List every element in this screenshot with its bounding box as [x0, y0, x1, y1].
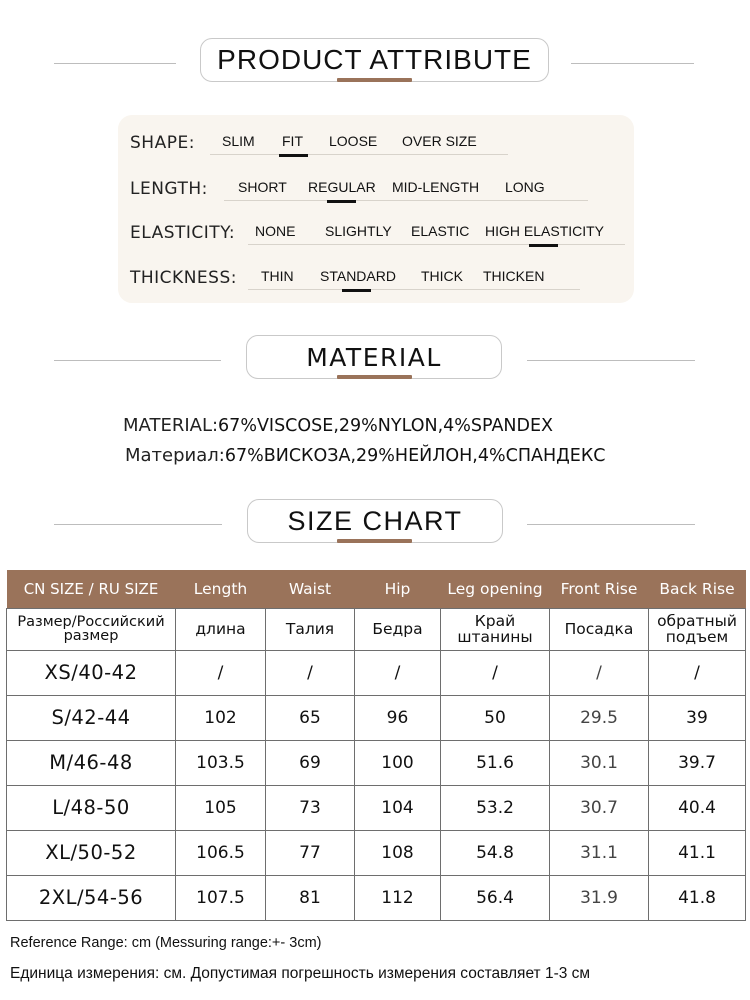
header-ru-waist: Талия — [266, 608, 355, 650]
divider-left — [54, 360, 221, 361]
cell-length: 105 — [176, 785, 266, 830]
cell-size: L/48-50 — [7, 785, 176, 830]
selected-marker — [529, 244, 558, 247]
cell-size: S/42-44 — [7, 695, 176, 740]
attribute-row-elasticity — [130, 215, 625, 245]
option-fit: FIT — [282, 133, 303, 149]
cell-waist: 81 — [266, 875, 355, 920]
option-mid-length: MID-LENGTH — [392, 179, 480, 195]
cell-length: / — [176, 650, 266, 695]
header-ru-size: Размер/Российский размер — [7, 608, 176, 650]
title-accent-bar — [337, 78, 412, 82]
header-waist: Waist — [266, 570, 355, 608]
cell-leg-opening: 53.2 — [441, 785, 550, 830]
cell-hip: / — [355, 650, 441, 695]
header-back-rise: Back Rise — [649, 570, 746, 608]
cell-waist: / — [266, 650, 355, 695]
material-label: MATERIAL: — [123, 415, 219, 436]
cell-back-rise: 39 — [649, 695, 746, 740]
cell-leg-opening: / — [441, 650, 550, 695]
cell-leg-opening: 50 — [441, 695, 550, 740]
option-loose: LOOSE — [329, 133, 378, 149]
option-thicken: THICKEN — [483, 268, 545, 284]
attribute-panel — [118, 115, 634, 303]
divider-right — [527, 524, 695, 525]
cell-front-rise: / — [550, 650, 649, 695]
option-thick: THICK — [421, 268, 463, 284]
attribute-baseline — [248, 289, 580, 290]
option-standard: STANDARD — [320, 268, 396, 284]
attribute-baseline — [210, 154, 508, 155]
header-hip: Hip — [355, 570, 441, 608]
cell-leg-opening: 54.8 — [441, 830, 550, 875]
attribute-row-thickness — [130, 260, 625, 290]
table-header-row — [7, 570, 746, 608]
option-short: SHORT — [238, 179, 287, 195]
attribute-label: ELASTICITY: — [130, 223, 236, 243]
reference-range-note: Reference Range: cm (Messuring range:+- 3cm) — [10, 935, 322, 951]
table-row — [7, 785, 746, 830]
cell-back-rise: 41.8 — [649, 875, 746, 920]
table-row — [7, 650, 746, 695]
cell-length: 106.5 — [176, 830, 266, 875]
product-attribute-header — [0, 38, 750, 88]
cell-hip: 112 — [355, 875, 441, 920]
header-ru-hip: Бедра — [355, 608, 441, 650]
divider-left — [54, 63, 176, 64]
header-size: CN SIZE / RU SIZE — [7, 570, 176, 608]
selected-marker — [342, 289, 371, 292]
cell-back-rise: / — [649, 650, 746, 695]
option-elastic: ELASTIC — [411, 223, 470, 239]
section-title: MATERIAL — [246, 335, 502, 379]
attribute-row-shape — [130, 125, 625, 155]
option-over-size: OVER SIZE — [402, 133, 477, 149]
title-accent-bar — [337, 539, 412, 543]
material-value: 67%ВИСКОЗА,29%НЕЙЛОН,4%СПАНДЕКС — [224, 446, 606, 466]
header-ru-front-rise: Посадка — [550, 608, 649, 650]
cell-front-rise: 29.5 — [550, 695, 649, 740]
cell-front-rise: 31.9 — [550, 875, 649, 920]
cell-hip: 104 — [355, 785, 441, 830]
header-length: Length — [176, 570, 266, 608]
attribute-row-length — [130, 171, 625, 201]
cell-hip: 96 — [355, 695, 441, 740]
cell-leg-opening: 51.6 — [441, 740, 550, 785]
option-thin: THIN — [261, 268, 294, 284]
title-accent-bar — [337, 375, 412, 379]
cell-size: XL/50-52 — [7, 830, 176, 875]
option-slightly: SLIGHTLY — [325, 223, 392, 239]
attribute-baseline — [248, 244, 625, 245]
cell-front-rise: 31.1 — [550, 830, 649, 875]
cell-waist: 69 — [266, 740, 355, 785]
header-front-rise: Front Rise — [550, 570, 649, 608]
cell-front-rise: 30.1 — [550, 740, 649, 785]
table-row — [7, 695, 746, 740]
cell-size: 2XL/54-56 — [7, 875, 176, 920]
divider-right — [527, 360, 695, 361]
table-row — [7, 740, 746, 785]
attribute-label: LENGTH: — [130, 179, 208, 199]
header-leg-opening: Leg opening — [441, 570, 550, 608]
divider-left — [54, 524, 222, 525]
table-row — [7, 875, 746, 920]
attribute-baseline — [224, 200, 588, 201]
cell-leg-opening: 56.4 — [441, 875, 550, 920]
material-label: Материал: — [125, 445, 225, 466]
section-title: PRODUCT ATTRIBUTE — [200, 38, 549, 82]
cell-waist: 77 — [266, 830, 355, 875]
material-header — [0, 335, 750, 385]
option-none: NONE — [255, 223, 296, 239]
cell-length: 103.5 — [176, 740, 266, 785]
header-ru-length: длина — [176, 608, 266, 650]
option-regular: REGULAR — [308, 179, 376, 195]
option-slim: SLIM — [222, 133, 255, 149]
selected-marker — [279, 154, 308, 157]
attribute-label: THICKNESS: — [130, 268, 237, 288]
cell-length: 102 — [176, 695, 266, 740]
material-value: 67%VISCOSE,29%NYLON,4%SPANDEX — [218, 416, 554, 436]
size-chart-table — [6, 570, 746, 921]
table-row — [7, 830, 746, 875]
option-high-elasticity: HIGH ELASTICITY — [485, 223, 605, 239]
cell-hip: 100 — [355, 740, 441, 785]
cell-back-rise: 41.1 — [649, 830, 746, 875]
size-chart-header — [0, 499, 750, 549]
cell-back-rise: 39.7 — [649, 740, 746, 785]
selected-marker — [327, 200, 356, 203]
cell-length: 107.5 — [176, 875, 266, 920]
header-ru-back-rise: обратный подъем — [649, 608, 746, 650]
measurement-note-russian: Единица измерения: см. Допустимая погрешность измерения составляет 1-3 см — [10, 965, 591, 982]
cell-size: M/46-48 — [7, 740, 176, 785]
cell-front-rise: 30.7 — [550, 785, 649, 830]
cell-back-rise: 40.4 — [649, 785, 746, 830]
material-russian — [125, 445, 606, 466]
section-title: SIZE CHART — [247, 499, 503, 543]
cell-size: XS/40-42 — [7, 650, 176, 695]
divider-right — [571, 63, 694, 64]
cell-waist: 65 — [266, 695, 355, 740]
table-header-row-russian — [7, 608, 746, 650]
cell-hip: 108 — [355, 830, 441, 875]
attribute-label: SHAPE: — [130, 133, 195, 153]
material-english — [123, 415, 553, 436]
option-long: LONG — [505, 179, 545, 195]
cell-waist: 73 — [266, 785, 355, 830]
header-ru-leg-opening: Край штанины — [441, 608, 550, 650]
